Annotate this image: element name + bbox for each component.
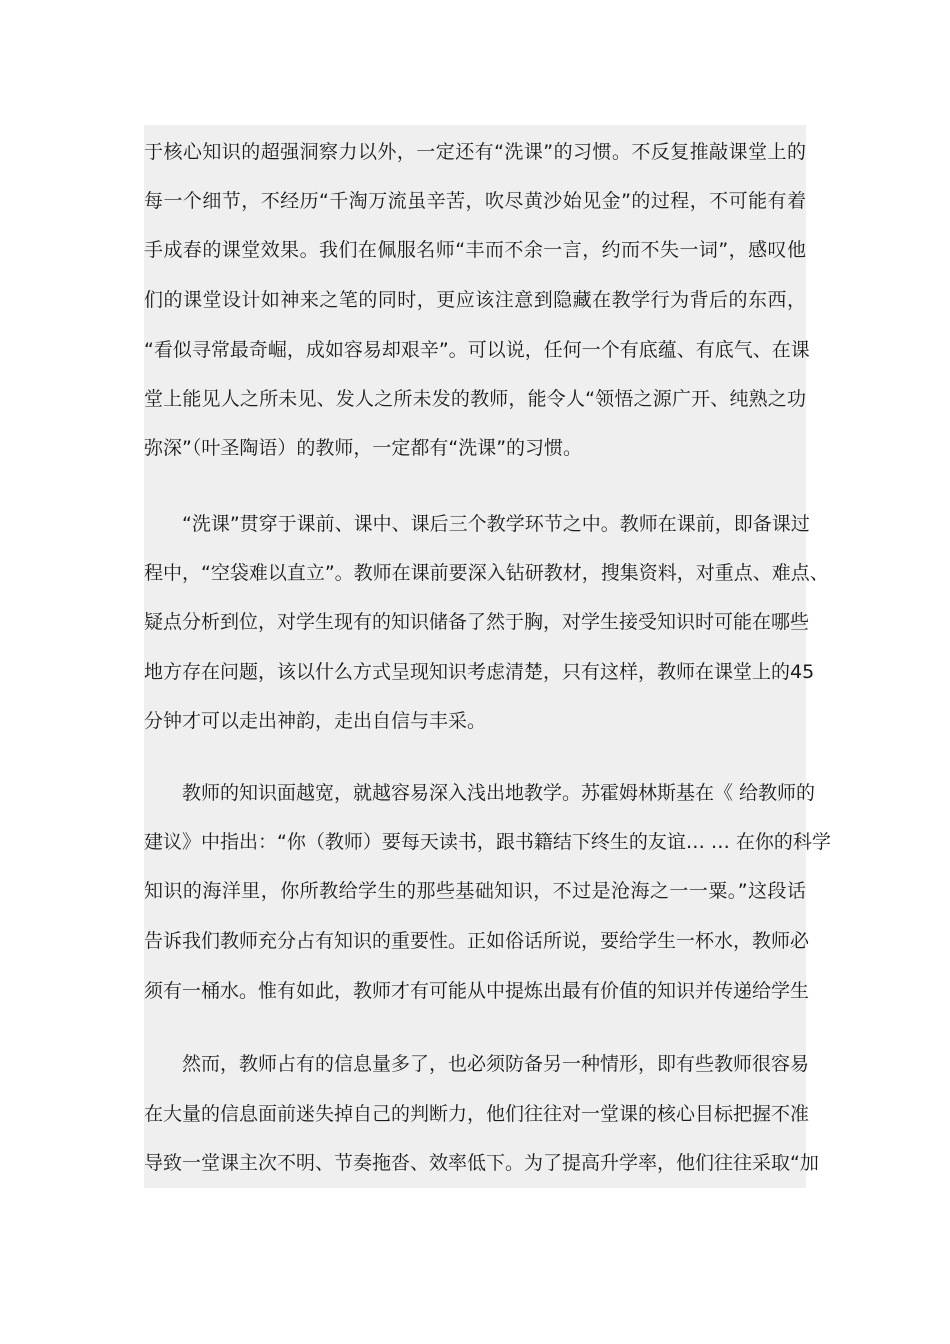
article-text-block	[144, 125, 831, 1188]
paragraph-3-line-1: 教师的知识面越宽，就越容易深入浅出地教学。苏霍姆林斯基在《 给教师的	[182, 782, 816, 804]
paragraph-2-line-5: 分钟才可以走出神韵，走出自信与丰采。	[144, 710, 487, 732]
paragraph-4-line-1: 然而，教师占有的信息量多了，也必须防备另一种情形，即有些教师很容易	[182, 1053, 810, 1075]
paragraph-2-line-4: 地方存在问题，该以什么方式呈现知识考虑清楚，只有这样，教师在课堂上的45	[144, 661, 815, 683]
paragraph-2-line-2: 程中，“空袋难以直立”。教师在课前要深入钻研教材，搜集资料，对重点、难点、	[144, 562, 829, 584]
paragraph-4-line-2: 在大量的信息面前迷失掉自己的判断力，他们往往对一堂课的核心目标把握不准	[144, 1103, 810, 1125]
paragraph-1-line-2: 每一个细节，不经历“千淘万流虽辛苦，吹尽黄沙始见金”的过程，不可能有着	[144, 190, 806, 212]
paragraph-1-line-3: 手成春的课堂效果。我们在佩服名师“丰而不余一言，约而不失一词”，感叹他	[144, 239, 806, 261]
paragraph-3-line-3: 知识的海洋里，你所教给学生的那些基础知识，不过是沧海之一一粟。”这段话	[144, 880, 806, 902]
paragraph-1-line-7: 弥深”（叶圣陶语）的教师，一定都有“洗课”的习惯。	[144, 437, 583, 459]
paragraph-2-line-3: 疑点分析到位，对学生现有的知识储备了然于胸，对学生接受知识时可能在哪些	[144, 611, 810, 633]
paragraph-3-line-2: 建议》中指出：“你（教师）要每天读书，跟书籍结下终生的友谊… … 在你的科学	[144, 831, 831, 853]
paragraph-1-line-5: “看似寻常最奇崛，成如容易却艰辛”。可以说，任何一个有底蕴、有底气、在课	[144, 339, 810, 361]
paragraph-1-line-1: 于核心知识的超强洞察力以外，一定还有“洗课”的习惯。不反复推敲课堂上的	[144, 141, 806, 163]
paragraph-1-line-4: 们的课堂设计如神来之笔的同时，更应该注意到隐藏在教学行为背后的东西，	[144, 289, 806, 311]
paragraph-2-line-1: “洗课”贯穿于课前、课中、课后三个教学环节之中。教师在课前，即备课过	[182, 513, 810, 535]
paragraph-3-line-4: 告诉我们教师充分占有知识的重要性。正如俗话所说，要给学生一杯水，教师必	[144, 930, 810, 952]
paragraph-4-line-3: 导致一堂课主次不明、节奏拖沓、效率低下。为了提高升学率，他们往往采取“加	[144, 1152, 819, 1174]
paragraph-3-line-5: 须有一桶水。惟有如此，教师才有可能从中提炼出最有价值的知识并传递给学生	[144, 980, 810, 1002]
paragraph-1-line-6: 堂上能见人之所未见、发人之所未发的教师，能令人“领悟之源广开、纯熟之功	[144, 388, 806, 410]
